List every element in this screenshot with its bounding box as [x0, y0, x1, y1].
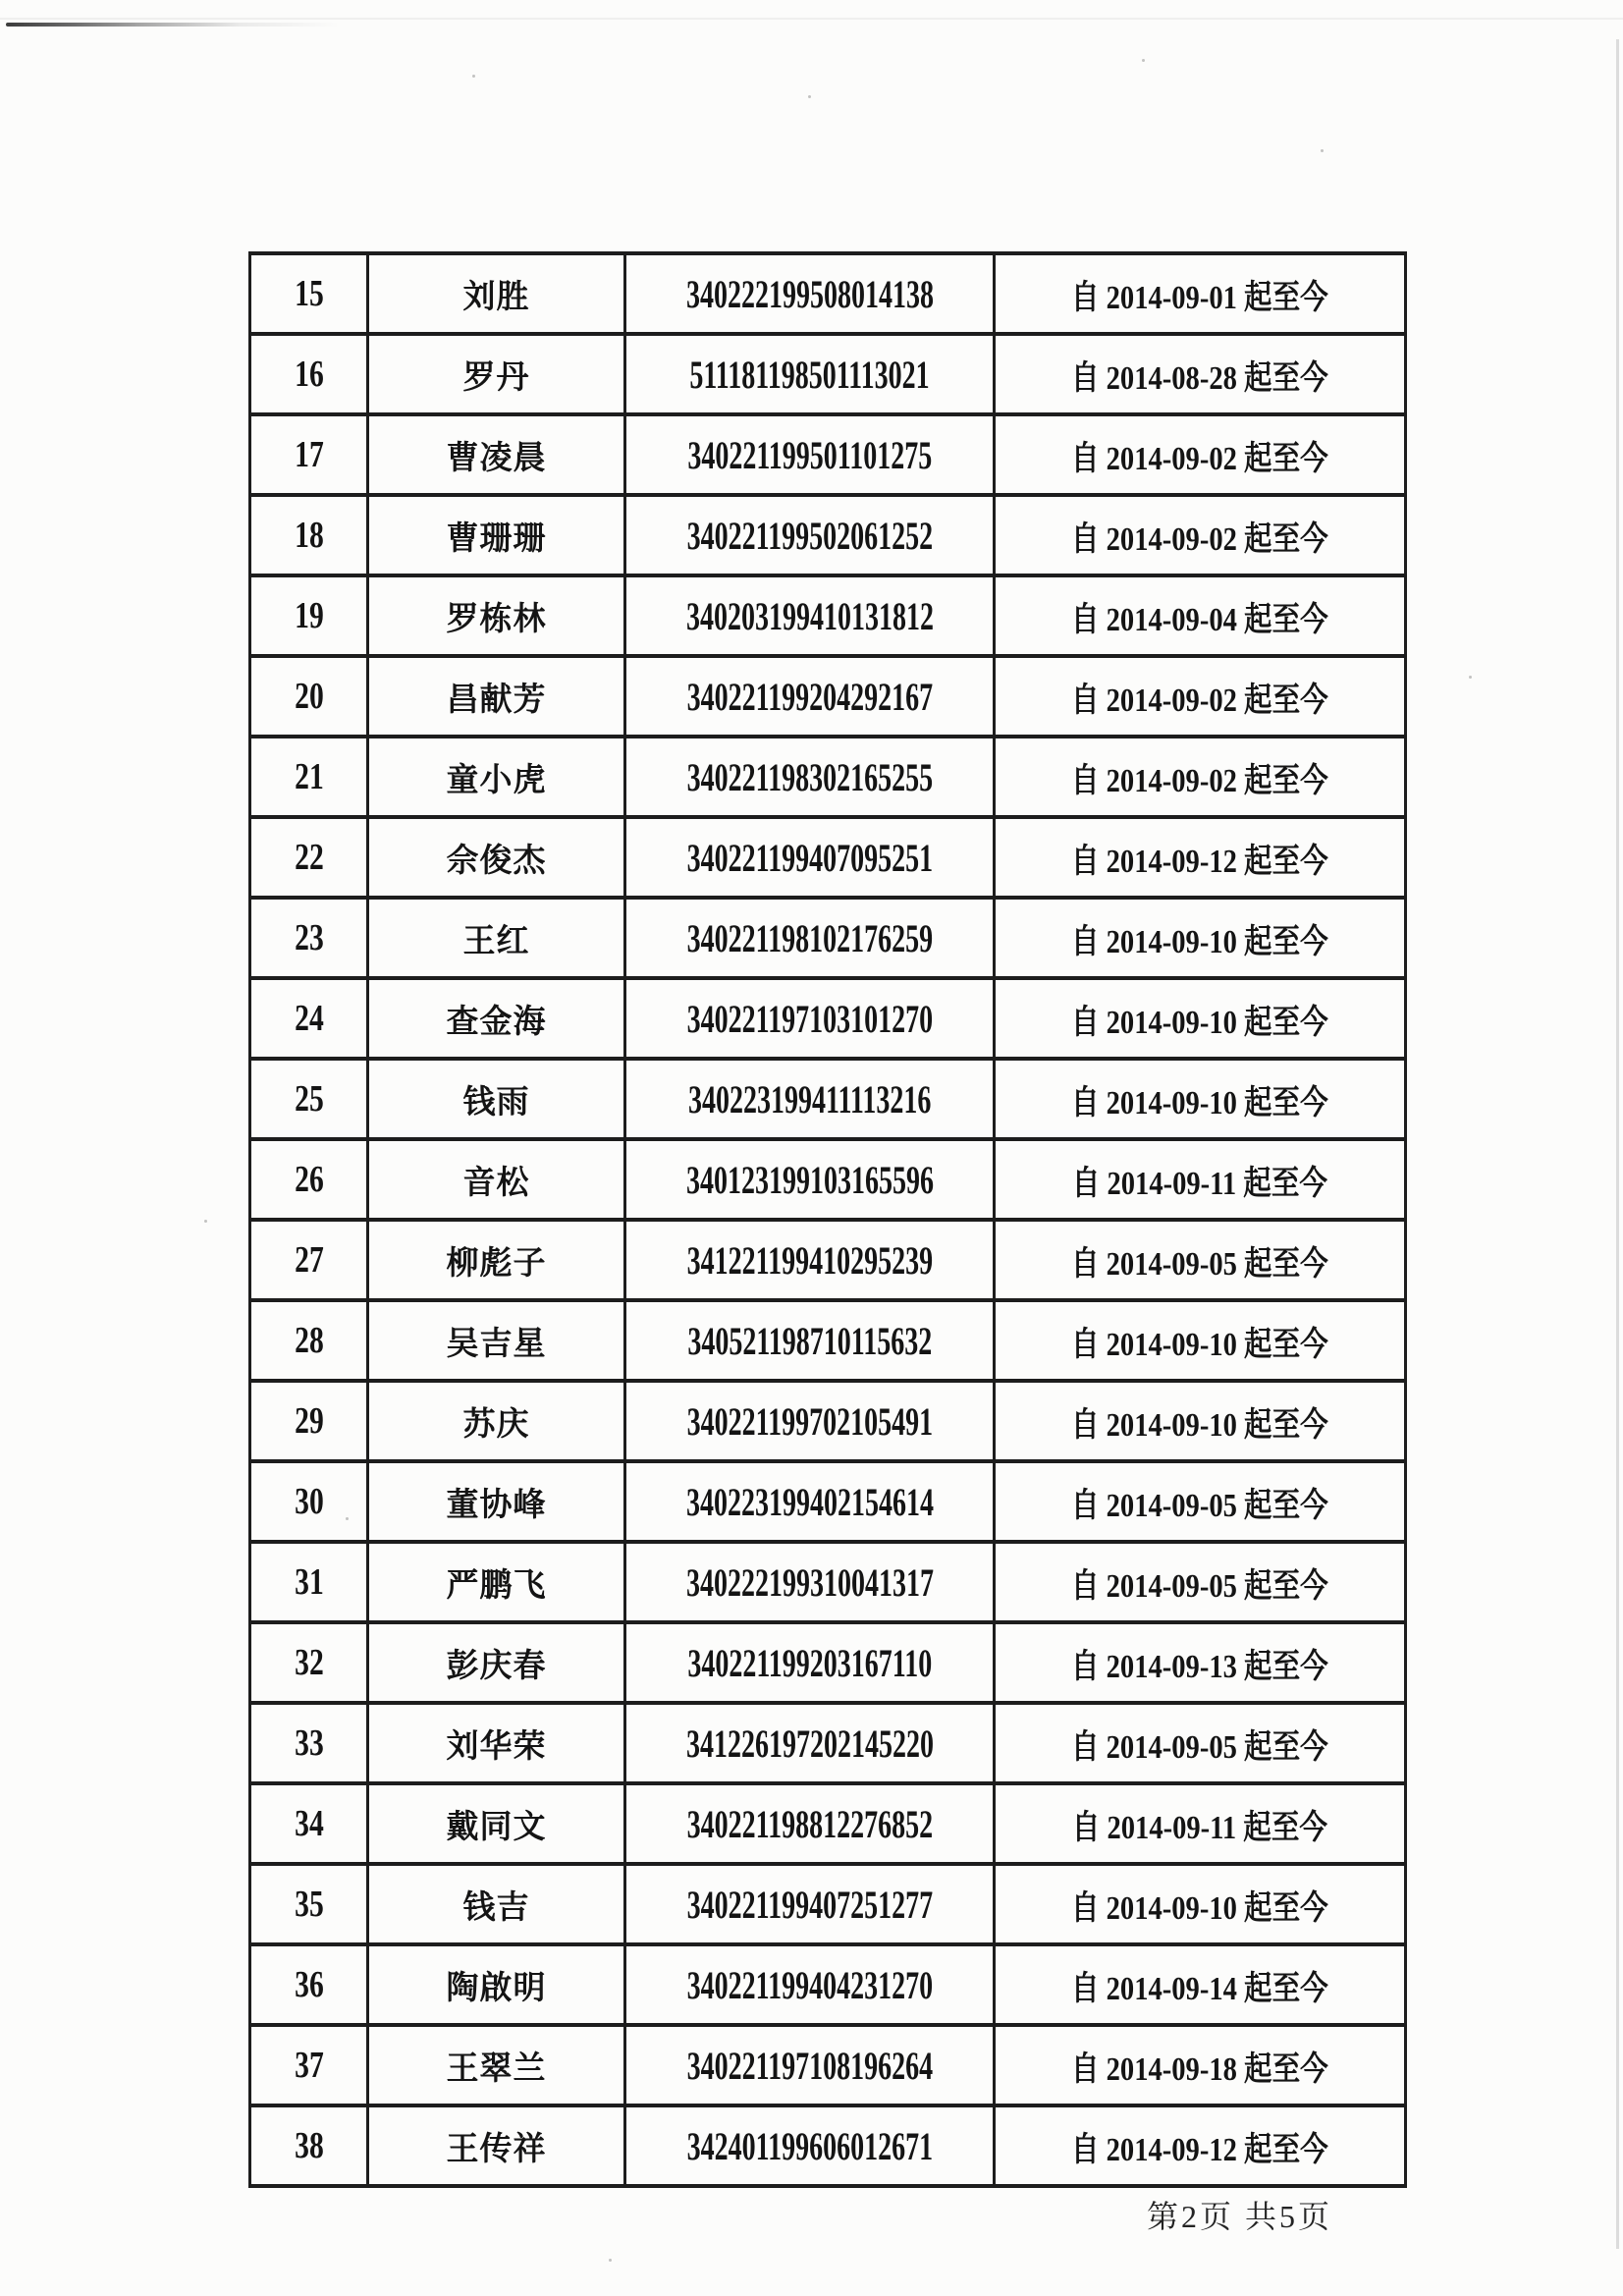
- table-row: [250, 1703, 1406, 1783]
- period-cell: [995, 2105, 1406, 2186]
- id-cell: [625, 1461, 995, 1542]
- scan-edge-artifact: [1616, 39, 1619, 2249]
- id-cell: [625, 1864, 995, 1944]
- row-number-cell-text: 15: [294, 273, 324, 314]
- period-cell-text: 自 2014-09-12 起至今: [1071, 2131, 1328, 2168]
- roster-table-body: [250, 253, 1406, 2186]
- id-cell-text: 511181198501113021: [689, 352, 930, 397]
- row-number-cell-text: 21: [294, 756, 324, 797]
- name-cell-text: 昌献芳: [446, 682, 547, 718]
- id-cell-text: 341221199410295239: [686, 1237, 933, 1283]
- id-cell: [625, 1059, 995, 1139]
- id-cell: [625, 898, 995, 978]
- name-cell: [368, 898, 625, 978]
- period-cell: [995, 1381, 1406, 1461]
- period-cell-text: 自 2014-09-10 起至今: [1071, 1406, 1328, 1444]
- scan-smudge-artifact: [6, 23, 340, 27]
- table-row: [250, 817, 1406, 898]
- id-cell: [625, 817, 995, 898]
- period-cell-text: 自 2014-09-02 起至今: [1071, 440, 1328, 477]
- id-cell-text: 340123199103165596: [685, 1157, 934, 1202]
- name-cell-text: 罗丹: [462, 359, 530, 396]
- row-number-cell: [250, 1622, 368, 1703]
- row-number-cell-text: 16: [294, 354, 324, 395]
- row-number-cell-text: 25: [294, 1078, 324, 1120]
- period-cell-text: 自 2014-09-10 起至今: [1071, 923, 1328, 960]
- period-cell-text: 自 2014-08-28 起至今: [1071, 359, 1328, 397]
- row-number-cell-text: 20: [294, 676, 324, 717]
- table-row: [250, 575, 1406, 656]
- period-cell: [995, 253, 1406, 334]
- period-cell: [995, 978, 1406, 1059]
- name-cell-text: 王红: [462, 923, 530, 959]
- name-cell-text: 童小虎: [446, 762, 547, 798]
- row-number-cell: [250, 1864, 368, 1944]
- period-cell-text: 自 2014-09-11 起至今: [1071, 1165, 1328, 1202]
- row-number-cell-text: 33: [294, 1722, 324, 1764]
- id-cell-text: 340223199411113216: [687, 1076, 932, 1121]
- period-cell: [995, 1703, 1406, 1783]
- table-row: [250, 414, 1406, 495]
- table-row: [250, 2025, 1406, 2105]
- row-number-cell: [250, 414, 368, 495]
- table-row: [250, 898, 1406, 978]
- period-cell: [995, 1542, 1406, 1622]
- name-cell: [368, 2105, 625, 2186]
- id-cell: [625, 2025, 995, 2105]
- table-row: [250, 1381, 1406, 1461]
- period-cell: [995, 1944, 1406, 2025]
- row-number-cell-text: 35: [294, 1884, 324, 1925]
- row-number-cell: [250, 1059, 368, 1139]
- period-cell: [995, 1461, 1406, 1542]
- row-number-cell: [250, 1542, 368, 1622]
- name-cell: [368, 978, 625, 1059]
- period-cell-text: 自 2014-09-10 起至今: [1071, 1326, 1328, 1363]
- id-cell-text: 340221199404231270: [686, 1962, 933, 2007]
- name-cell-text: 吴吉星: [446, 1326, 547, 1362]
- row-number-cell-text: 38: [294, 2125, 324, 2166]
- id-cell-text: 340203199410131812: [685, 593, 934, 638]
- row-number-cell: [250, 334, 368, 414]
- row-number-cell: [250, 575, 368, 656]
- scan-speck: [1142, 59, 1145, 62]
- id-cell: [625, 414, 995, 495]
- row-number-cell-text: 30: [294, 1481, 324, 1522]
- scan-speck: [1321, 149, 1324, 152]
- period-cell: [995, 575, 1406, 656]
- id-cell-text: 340221199501101275: [687, 432, 932, 477]
- name-cell: [368, 1542, 625, 1622]
- name-cell: [368, 414, 625, 495]
- id-cell-text: 340221199407251277: [686, 1882, 933, 1927]
- period-cell: [995, 737, 1406, 817]
- name-cell-text: 彭庆春: [446, 1648, 547, 1684]
- id-cell-text: 340223199402154614: [685, 1479, 934, 1524]
- period-cell: [995, 656, 1406, 737]
- row-number-cell-text: 29: [294, 1400, 324, 1442]
- id-cell: [625, 1220, 995, 1300]
- row-number-cell-text: 32: [294, 1642, 324, 1683]
- row-number-cell-text: 27: [294, 1239, 324, 1281]
- name-cell: [368, 817, 625, 898]
- period-cell-text: 自 2014-09-13 起至今: [1071, 1648, 1328, 1685]
- period-cell-text: 自 2014-09-10 起至今: [1071, 1004, 1328, 1041]
- period-cell-text: 自 2014-09-10 起至今: [1071, 1889, 1328, 1927]
- id-cell-text: 340221199204292167: [686, 674, 933, 719]
- name-cell-text: 王传祥: [446, 2131, 547, 2167]
- period-cell-text: 自 2014-09-04 起至今: [1071, 601, 1328, 638]
- id-cell: [625, 1783, 995, 1864]
- row-number-cell-text: 31: [294, 1561, 324, 1603]
- table-row: [250, 1059, 1406, 1139]
- name-cell: [368, 1220, 625, 1300]
- period-cell: [995, 1864, 1406, 1944]
- id-cell-text: 341226197202145220: [685, 1721, 934, 1766]
- period-cell-text: 自 2014-09-05 起至今: [1071, 1487, 1328, 1524]
- id-cell: [625, 2105, 995, 2186]
- row-number-cell-text: 19: [294, 595, 324, 636]
- table-row: [250, 1622, 1406, 1703]
- name-cell: [368, 495, 625, 575]
- table-row: [250, 253, 1406, 334]
- row-number-cell: [250, 737, 368, 817]
- period-cell-text: 自 2014-09-14 起至今: [1071, 1970, 1328, 2007]
- period-cell: [995, 1622, 1406, 1703]
- name-cell: [368, 656, 625, 737]
- row-number-cell-text: 18: [294, 515, 324, 556]
- id-cell-text: 340221199702105491: [686, 1398, 933, 1444]
- name-cell-text: 柳彪子: [446, 1245, 547, 1282]
- id-cell: [625, 1703, 995, 1783]
- id-cell-text: 340221197103101270: [686, 996, 933, 1041]
- name-cell: [368, 1864, 625, 1944]
- row-number-cell-text: 37: [294, 2045, 324, 2086]
- name-cell-text: 董协峰: [446, 1487, 547, 1523]
- name-cell-text: 苏庆: [462, 1406, 530, 1443]
- period-cell: [995, 1139, 1406, 1220]
- name-cell: [368, 1783, 625, 1864]
- row-number-cell-text: 23: [294, 917, 324, 958]
- id-cell-text: 340221199407095251: [686, 835, 933, 880]
- scan-edge-artifact: [0, 18, 1623, 20]
- table-row: [250, 2105, 1406, 2186]
- row-number-cell: [250, 1220, 368, 1300]
- table-row: [250, 1139, 1406, 1220]
- name-cell: [368, 2025, 625, 2105]
- period-cell-text: 自 2014-09-02 起至今: [1071, 520, 1328, 558]
- period-cell: [995, 2025, 1406, 2105]
- scan-speck: [1469, 676, 1472, 679]
- row-number-cell-text: 26: [294, 1159, 324, 1200]
- id-cell: [625, 1300, 995, 1381]
- name-cell-text: 曹珊珊: [446, 520, 547, 557]
- period-cell: [995, 1300, 1406, 1381]
- period-cell-text: 自 2014-09-12 起至今: [1071, 843, 1328, 880]
- name-cell-text: 佘俊杰: [446, 843, 547, 879]
- row-number-cell: [250, 1703, 368, 1783]
- name-cell: [368, 1139, 625, 1220]
- id-cell-text: 340221199203167110: [687, 1640, 932, 1685]
- name-cell: [368, 253, 625, 334]
- table-row: [250, 978, 1406, 1059]
- roster-table: [248, 251, 1407, 2188]
- period-cell-text: 自 2014-09-11 起至今: [1071, 1809, 1328, 1846]
- table-row: [250, 334, 1406, 414]
- scan-speck: [204, 1220, 207, 1223]
- name-cell-text: 曹凌晨: [446, 440, 547, 476]
- row-number-cell-text: 36: [294, 1964, 324, 2005]
- id-cell: [625, 656, 995, 737]
- id-cell: [625, 253, 995, 334]
- table-row: [250, 1944, 1406, 2025]
- name-cell: [368, 575, 625, 656]
- table-row: [250, 656, 1406, 737]
- id-cell-text: 340221198302165255: [686, 754, 933, 799]
- table-row: [250, 1461, 1406, 1542]
- row-number-cell: [250, 978, 368, 1059]
- scan-speck: [808, 95, 811, 98]
- id-cell: [625, 978, 995, 1059]
- id-cell: [625, 575, 995, 656]
- row-number-cell: [250, 1783, 368, 1864]
- row-number-cell: [250, 817, 368, 898]
- period-cell: [995, 1220, 1406, 1300]
- name-cell-text: 王翠兰: [446, 2050, 547, 2087]
- name-cell-text: 钱吉: [462, 1889, 530, 1926]
- scan-speck: [609, 2259, 612, 2262]
- id-cell-text: 342401199606012671: [686, 2123, 933, 2168]
- name-cell: [368, 1944, 625, 2025]
- period-cell-text: 自 2014-09-01 起至今: [1071, 279, 1328, 316]
- id-cell-text: 340221198812276852: [686, 1801, 933, 1846]
- table-row: [250, 1783, 1406, 1864]
- name-cell-text: 戴同文: [446, 1809, 547, 1845]
- id-cell: [625, 334, 995, 414]
- table-row: [250, 1300, 1406, 1381]
- name-cell-text: 查金海: [446, 1004, 547, 1040]
- id-cell: [625, 1381, 995, 1461]
- row-number-cell: [250, 495, 368, 575]
- name-cell: [368, 1059, 625, 1139]
- name-cell: [368, 1622, 625, 1703]
- name-cell-text: 罗栋林: [446, 601, 547, 637]
- period-cell-text: 自 2014-09-05 起至今: [1071, 1567, 1328, 1605]
- period-cell-text: 自 2014-09-02 起至今: [1071, 682, 1328, 719]
- table-row: [250, 1220, 1406, 1300]
- row-number-cell: [250, 2025, 368, 2105]
- row-number-cell-text: 24: [294, 998, 324, 1039]
- row-number-cell: [250, 1944, 368, 2025]
- row-number-cell: [250, 1381, 368, 1461]
- table-row: [250, 1864, 1406, 1944]
- row-number-cell: [250, 656, 368, 737]
- name-cell: [368, 1300, 625, 1381]
- name-cell-text: 严鹏飞: [446, 1567, 547, 1604]
- id-cell: [625, 495, 995, 575]
- page-footer-indicator: 第2页 共5页: [1147, 2199, 1333, 2234]
- period-cell: [995, 334, 1406, 414]
- name-cell-text: 陶啟明: [446, 1970, 547, 2006]
- row-number-cell: [250, 2105, 368, 2186]
- period-cell-text: 自 2014-09-02 起至今: [1071, 762, 1328, 799]
- row-number-cell: [250, 253, 368, 334]
- id-cell: [625, 1139, 995, 1220]
- id-cell-text: 340222199310041317: [685, 1559, 934, 1605]
- id-cell: [625, 1622, 995, 1703]
- row-number-cell: [250, 1300, 368, 1381]
- id-cell-text: 340222199508014138: [685, 271, 934, 316]
- period-cell: [995, 898, 1406, 978]
- id-cell-text: 340221199502061252: [686, 513, 933, 558]
- name-cell-text: 音松: [462, 1165, 530, 1201]
- row-number-cell-text: 17: [294, 434, 324, 475]
- id-cell-text: 340221197108196264: [686, 2043, 933, 2088]
- table-row: [250, 495, 1406, 575]
- id-cell-text: 340221198102176259: [686, 915, 933, 960]
- row-number-cell: [250, 1139, 368, 1220]
- name-cell-text: 钱雨: [462, 1084, 530, 1121]
- name-cell: [368, 1703, 625, 1783]
- period-cell: [995, 495, 1406, 575]
- row-number-cell: [250, 1461, 368, 1542]
- period-cell: [995, 1783, 1406, 1864]
- name-cell: [368, 1381, 625, 1461]
- period-cell-text: 自 2014-09-10 起至今: [1071, 1084, 1328, 1121]
- name-cell: [368, 1461, 625, 1542]
- table-row: [250, 737, 1406, 817]
- id-cell-text: 340521198710115632: [687, 1318, 932, 1363]
- id-cell: [625, 1542, 995, 1622]
- row-number-cell-text: 22: [294, 837, 324, 878]
- row-number-cell-text: 28: [294, 1320, 324, 1361]
- row-number-cell: [250, 898, 368, 978]
- id-cell: [625, 1944, 995, 2025]
- id-cell: [625, 737, 995, 817]
- period-cell-text: 自 2014-09-05 起至今: [1071, 1245, 1328, 1283]
- name-cell: [368, 737, 625, 817]
- period-cell: [995, 414, 1406, 495]
- period-cell-text: 自 2014-09-05 起至今: [1071, 1728, 1328, 1766]
- period-cell-text: 自 2014-09-18 起至今: [1071, 2050, 1328, 2088]
- name-cell-text: 刘华荣: [446, 1728, 547, 1765]
- row-number-cell-text: 34: [294, 1803, 324, 1844]
- period-cell: [995, 1059, 1406, 1139]
- scan-speck: [472, 75, 475, 78]
- name-cell-text: 刘胜: [462, 279, 530, 315]
- period-cell: [995, 817, 1406, 898]
- table-row: [250, 1542, 1406, 1622]
- name-cell: [368, 334, 625, 414]
